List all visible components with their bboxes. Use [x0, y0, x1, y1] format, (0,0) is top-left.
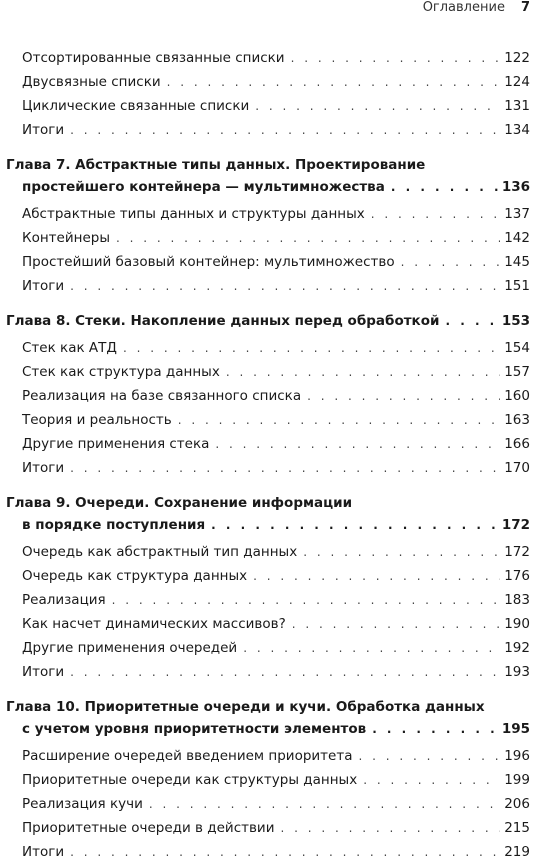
toc-entry[interactable]	[0, 94, 530, 118]
dot-leader	[116, 226, 500, 250]
dot-leader	[255, 94, 500, 118]
chapter-7-heading[interactable]	[0, 154, 530, 198]
dot-leader	[211, 514, 498, 536]
toc-entry[interactable]	[0, 202, 530, 226]
chapter-title-line1: Глава 9. Очереди. Сохранение информации	[6, 495, 353, 511]
toc-entry-page: 193	[504, 664, 530, 680]
dot-leader	[70, 840, 500, 864]
toc-entry[interactable]	[0, 384, 530, 408]
chapter-page: 172	[501, 517, 530, 533]
toc-entry[interactable]	[0, 360, 530, 384]
toc-entry-page: 219	[504, 844, 530, 860]
toc-entry-page: 170	[504, 460, 530, 476]
running-header	[423, 0, 530, 18]
dot-leader	[363, 768, 500, 792]
dot-leader	[70, 118, 500, 142]
toc-entry-page: 199	[504, 772, 530, 788]
toc-entry[interactable]	[0, 408, 530, 432]
dot-leader	[445, 310, 497, 332]
toc-entry-page: 160	[504, 388, 530, 404]
dot-leader	[372, 718, 498, 740]
toc-entry-page: 142	[504, 230, 530, 246]
toc-entry-page: 154	[504, 340, 530, 356]
dot-leader	[70, 274, 500, 298]
toc-entry-page: 215	[504, 820, 530, 836]
toc-entry[interactable]	[0, 70, 530, 94]
toc-entry[interactable]	[0, 768, 530, 792]
chapter-10-heading[interactable]	[0, 696, 530, 740]
toc-entry-title: Реализация кучи	[22, 796, 143, 812]
chapter-page: 153	[501, 313, 530, 329]
dot-leader	[149, 792, 500, 816]
chapter-title-line1: Глава 8. Стеки. Накопление данных перед обработкой	[6, 313, 440, 329]
toc-entry-page: 134	[504, 122, 530, 138]
toc-entry-page: 151	[504, 278, 530, 294]
toc-entry[interactable]	[0, 226, 530, 250]
toc-entry[interactable]	[0, 588, 530, 612]
dot-leader	[307, 384, 500, 408]
dot-leader	[70, 456, 500, 480]
chapter-title-line1: Глава 7. Абстрактные типы данных. Проектирование	[6, 157, 426, 173]
toc-entry[interactable]	[0, 564, 530, 588]
dot-leader	[303, 540, 500, 564]
toc-entry-page: 190	[504, 616, 530, 632]
toc-entry-page: 176	[504, 568, 530, 584]
toc-entry-title: Как насчет динамических массивов?	[22, 616, 286, 632]
dot-leader	[226, 360, 500, 384]
chapter-8-heading[interactable]	[0, 310, 530, 332]
dot-leader	[358, 744, 500, 768]
toc-entry-page: 183	[504, 592, 530, 608]
toc-entry-title: Итоги	[22, 278, 65, 294]
toc-entry-title: Стек как структура данных	[22, 364, 220, 380]
dot-leader	[253, 564, 500, 588]
toc-entry-page: 196	[504, 748, 530, 764]
toc-entry-title: Итоги	[22, 460, 65, 476]
toc-entry-title: Реализация	[22, 592, 106, 608]
toc-entry-title: Двусвязные списки	[22, 74, 161, 90]
toc-entry[interactable]	[0, 274, 530, 298]
toc-entry[interactable]	[0, 336, 530, 360]
dot-leader	[70, 660, 500, 684]
dot-leader	[112, 588, 501, 612]
dot-leader	[215, 432, 500, 456]
toc-entry-page: 166	[504, 436, 530, 452]
dot-leader	[371, 202, 500, 226]
toc-entry[interactable]	[0, 744, 530, 768]
toc-entry-title: Стек как АТД	[22, 340, 117, 356]
toc-entry[interactable]	[0, 456, 530, 480]
toc-entry-page: 124	[504, 74, 530, 90]
toc-entry-page: 172	[504, 544, 530, 560]
toc-entry-page: 131	[504, 98, 530, 114]
toc-entry[interactable]	[0, 636, 530, 660]
toc-entry[interactable]	[0, 840, 530, 864]
toc-entry-title: Приоритетные очереди как структуры данных	[22, 772, 358, 788]
toc-entry-page: 163	[504, 412, 530, 428]
toc-entry-page: 122	[504, 50, 530, 66]
chapter-title-line2: в порядке поступления	[22, 517, 206, 533]
toc-entry[interactable]	[0, 792, 530, 816]
dot-leader	[391, 176, 498, 198]
dot-leader	[401, 250, 501, 274]
toc-entry-page: 137	[504, 206, 530, 222]
toc-entry-page: 206	[504, 796, 530, 812]
toc-entry-page: 145	[504, 254, 530, 270]
dot-leader	[243, 636, 500, 660]
dot-leader	[178, 408, 501, 432]
dot-leader	[292, 612, 500, 636]
chapter-title-line2: с учетом уровня приоритетности элементов	[22, 721, 367, 737]
dot-leader	[123, 336, 500, 360]
toc-entry-title: Контейнеры	[22, 230, 110, 246]
toc-entry-title: Простейший базовый контейнер: мультимножество	[22, 254, 395, 270]
header-page-number: 7	[520, 0, 530, 15]
toc-entry-title: Другие применения очередей	[22, 640, 238, 656]
toc-entry-title: Итоги	[22, 664, 65, 680]
toc-entry[interactable]	[0, 540, 530, 564]
toc-entry-title: Реализация на базе связанного списка	[22, 388, 302, 404]
dot-leader	[167, 70, 501, 94]
toc-entry[interactable]	[0, 250, 530, 274]
toc-entry-title: Очередь как структура данных	[22, 568, 248, 584]
toc-entry[interactable]	[0, 816, 530, 840]
toc-entry[interactable]	[0, 660, 530, 684]
toc-entry-title: Очередь как абстрактный тип данных	[22, 544, 298, 560]
toc-entry[interactable]	[0, 432, 530, 456]
toc-entry[interactable]	[0, 46, 530, 70]
toc-entry-title: Итоги	[22, 122, 65, 138]
chapter-title-line2: простейшего контейнера — мультимножества	[22, 179, 385, 195]
chapter-page: 136	[501, 179, 530, 195]
dot-leader	[280, 816, 500, 840]
header-title: Оглавление	[422, 0, 505, 15]
dot-leader	[291, 46, 501, 70]
toc-entry-title: Другие применения стека	[22, 436, 210, 452]
toc-entry-title: Расширение очередей введением приоритета	[22, 748, 353, 764]
toc-entry-title: Итоги	[22, 844, 65, 860]
toc-entry-title: Теория и реальность	[22, 412, 172, 428]
chapter-page: 195	[501, 721, 530, 737]
chapter-title-line1: Глава 10. Приоритетные очереди и кучи. Обработка данных	[6, 699, 485, 715]
toc-entry-title: Абстрактные типы данных и структуры данных	[22, 206, 365, 222]
toc-entry-page: 157	[504, 364, 530, 380]
table-of-contents	[0, 46, 530, 864]
toc-entry[interactable]	[0, 118, 530, 142]
toc-entry[interactable]	[0, 612, 530, 636]
toc-entry-title: Отсортированные связанные списки	[22, 50, 285, 66]
toc-entry-page: 192	[504, 640, 530, 656]
chapter-9-heading[interactable]	[0, 492, 530, 536]
toc-entry-title: Циклические связанные списки	[22, 98, 250, 114]
toc-entry-title: Приоритетные очереди в действии	[22, 820, 275, 836]
